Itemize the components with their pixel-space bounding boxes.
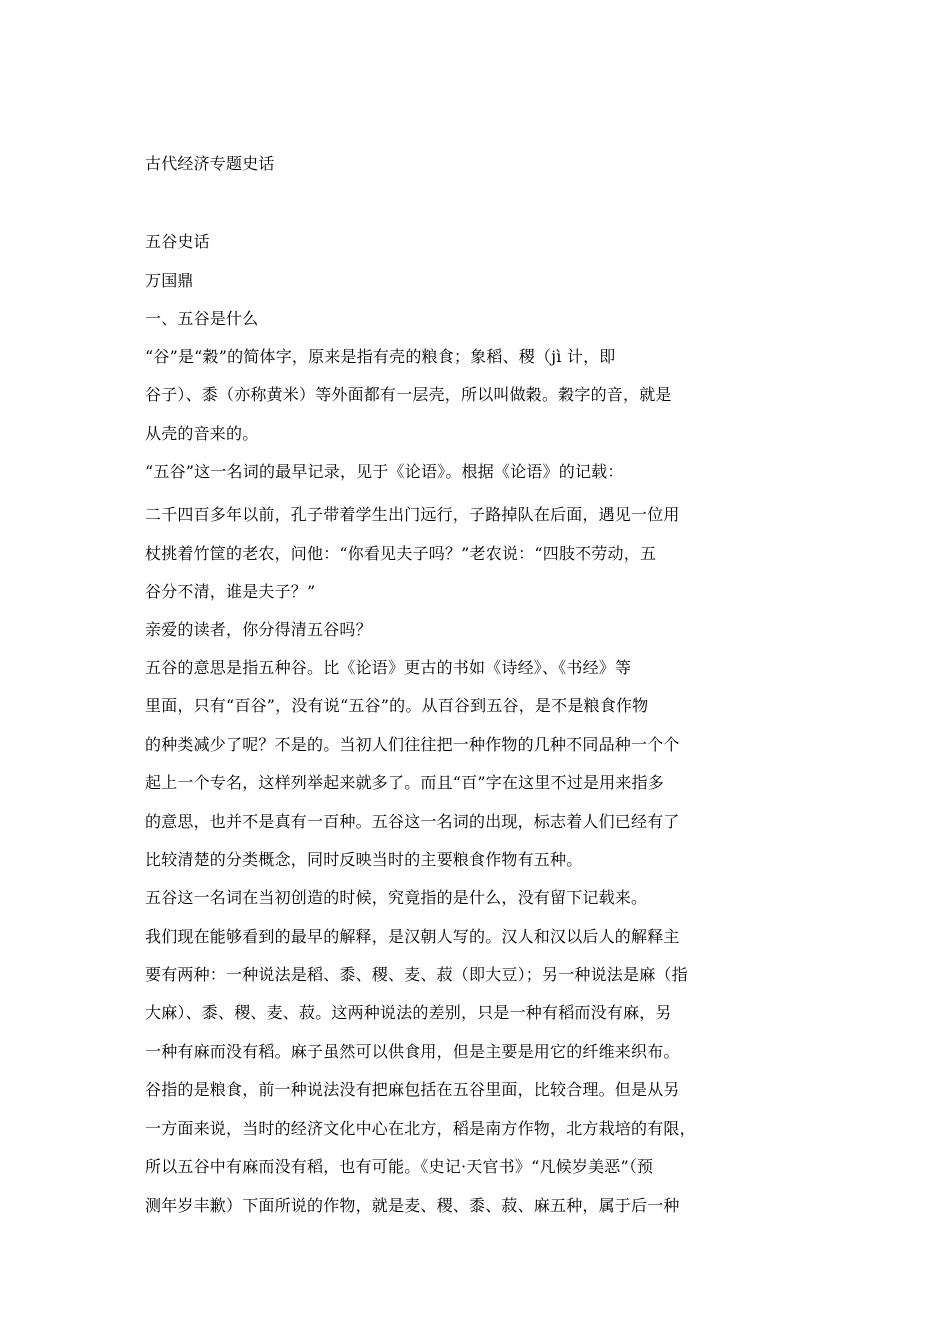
- text-line: 比较清楚的分类概念，同时反映当时的主要粮食作物有五种。: [145, 850, 583, 869]
- text-line: 杖挑着竹筐的老农，问他：“你看见夫子吗？”老农说：“四肢不劳动，五: [145, 544, 657, 563]
- text-line: 大麻）、黍、稷、麦、菽。这两种说法的差别，只是一种有稻而没有麻，另: [145, 1003, 672, 1022]
- text-line: 五谷的意思是指五种谷。比《论语》更古的书如《诗经》、《书经》等: [145, 658, 632, 677]
- text-line: 从壳的音来的。: [145, 424, 259, 443]
- text-line: 二千四百多年以前，孔子带着学生出门远行，子路掉队在后面，遇见一位用: [145, 505, 680, 524]
- text-line: “谷”是“穀”的简体字，原来是指有壳的粮食；象稻、稷（jì 计，即: [145, 347, 616, 366]
- text-line: 测年岁丰歉）下面所说的作物，就是麦、稷、黍、菽、麻五种，属于后一种: [145, 1196, 680, 1215]
- author-name: 万国鼎: [145, 271, 194, 290]
- text-line: 的意思，也并不是真有一百种。五谷这一名词的出现，标志着人们已经有了: [145, 812, 680, 831]
- article-title: 五谷史话: [145, 232, 210, 251]
- text-line: 的种类减少了呢？不是的。当初人们往往把一种作物的几种不同品种一个个: [145, 735, 680, 754]
- text-line: 谷指的是粮食，前一种说法没有把麻包括在五谷里面，比较合理。但是从另: [145, 1080, 680, 1099]
- text-line: 要有两种：一种说法是稻、黍、稷、麦、菽（即大豆）；另一种说法是麻（指: [145, 965, 688, 984]
- document-header-title: 古代经济专题史话: [145, 154, 275, 173]
- text-line: 所以五谷中有麻而没有稻，也有可能。《史记·天官书》“凡候岁美恶”（预: [145, 1157, 654, 1176]
- section-heading: 一、五谷是什么: [145, 309, 259, 328]
- text-line: 里面，只有“百谷”，没有说“五谷”的。从百谷到五谷，是不是粮食作物: [145, 696, 649, 715]
- text-line: “五谷”这一名词的最早记录，见于《论语》。根据《论语》的记载：: [145, 462, 624, 481]
- text-line: 五谷这一名词在当初创造的时候，究竟指的是什么，没有留下记载来。: [145, 888, 648, 907]
- text-line: 一种有麻而没有稻。麻子虽然可以供食用，但是主要是用它的纤维来织布。: [145, 1042, 680, 1061]
- text-line: 谷子）、黍（亦称黄米）等外面都有一层壳，所以叫做穀。穀字的音，就是: [145, 385, 672, 404]
- text-line: 我们现在能够看到的最早的解释，是汉朝人写的。汉人和汉以后人的解释主: [145, 927, 680, 946]
- text-line: 谷分不清，谁是夫子？”: [145, 582, 316, 601]
- text-line: 一方面来说，当时的经济文化中心在北方，稻是南方作物，北方栽培的有限，: [145, 1119, 696, 1138]
- text-line: 亲爱的读者，你分得清五谷吗？: [145, 620, 372, 639]
- text-line: 起上一个专名，这样列举起来就多了。而且“百”字在这里不过是用来指多: [145, 773, 664, 792]
